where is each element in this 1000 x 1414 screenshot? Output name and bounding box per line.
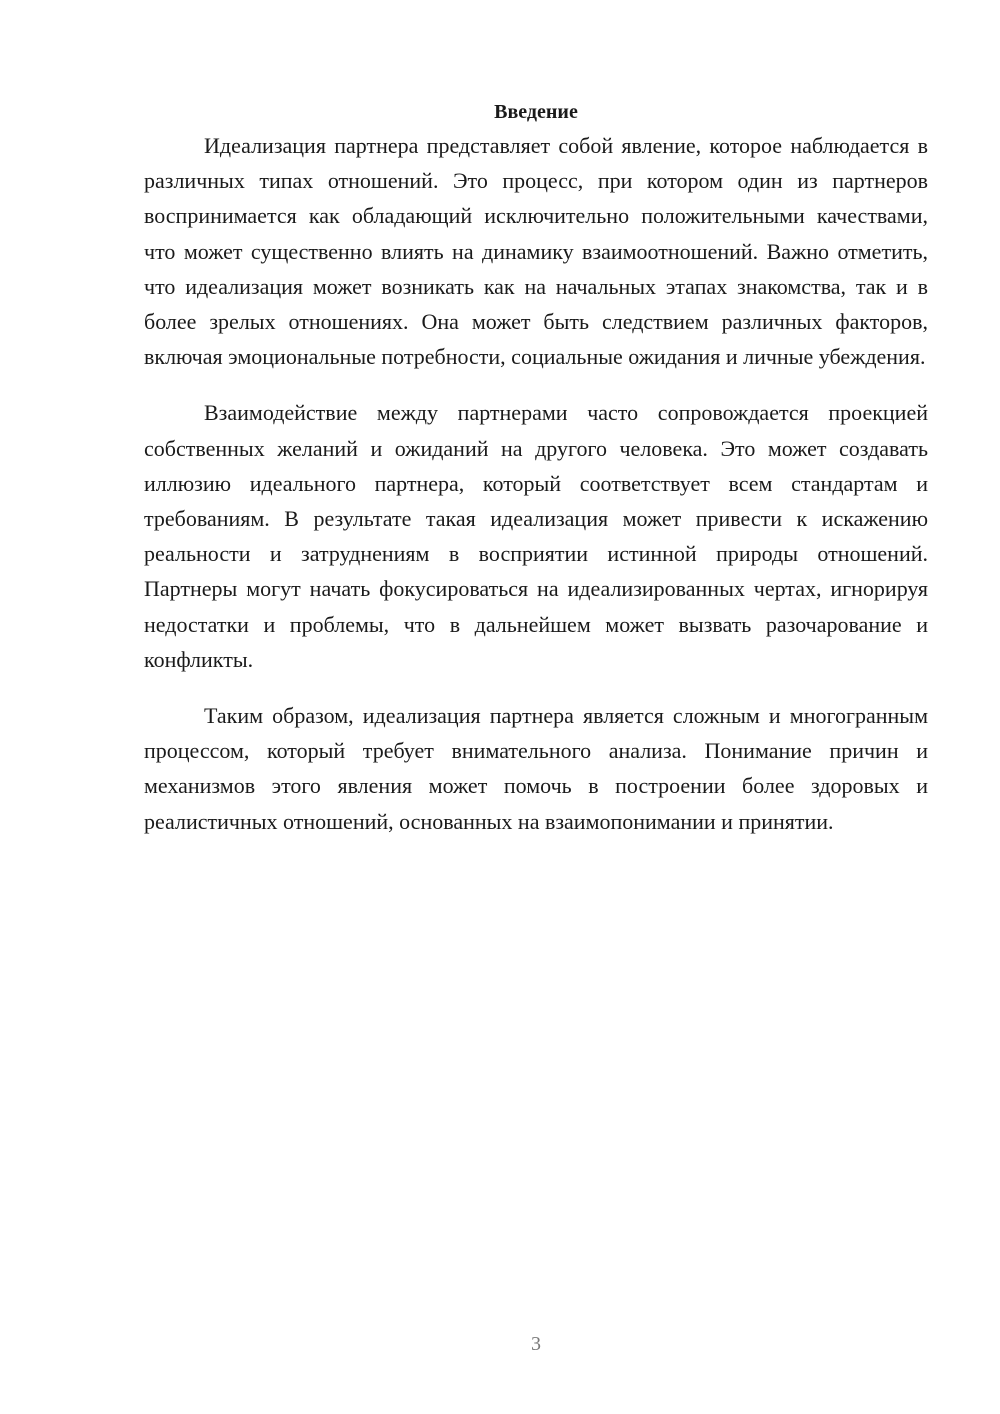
page-content: [144, 96, 928, 839]
page-number: 3: [531, 1333, 541, 1355]
paragraph-2: Взаимодействие между партнерами часто сопровождается проекцией собственных желаний и ожиданий на другого человека. Это может создавать иллюзию идеального партнера, который соответствует всем стандартам и требованиям. В результате такая идеализация может привести к искажению реальности и затруднениям в восприятии истинной природы отношений. Партнеры могут начать фокусироваться на идеализированных чертах, игнорируя недостатки и проблемы, что в дальнейшем может вызвать разочарование и конфликты.: [144, 400, 928, 672]
paragraph-1: Идеализация партнера представляет собой явление, которое наблюдается в различных типах отношений. Это процесс, при котором один из партнеров воспринимается как обладающий исключительно положительными качествами, что может существенно влиять на динамику взаимоотношений. Важно отметить, что идеализация может возникать как на начальных этапах знакомства, так и в более зрелых отношениях. Она может быть следствием различных факторов, включая эмоциональные потребности, социальные ожидания и личные убеждения.: [144, 133, 928, 370]
section-heading: Введение: [494, 101, 578, 123]
paragraph-3: Таким образом, идеализация партнера является сложным и многогранным процессом, который требует внимательного анализа. Понимание причин и механизмов этого явления может помочь в построении более здоровых и реалистичных отношений, основанных на взаимопонимании и принятии.: [144, 703, 928, 834]
